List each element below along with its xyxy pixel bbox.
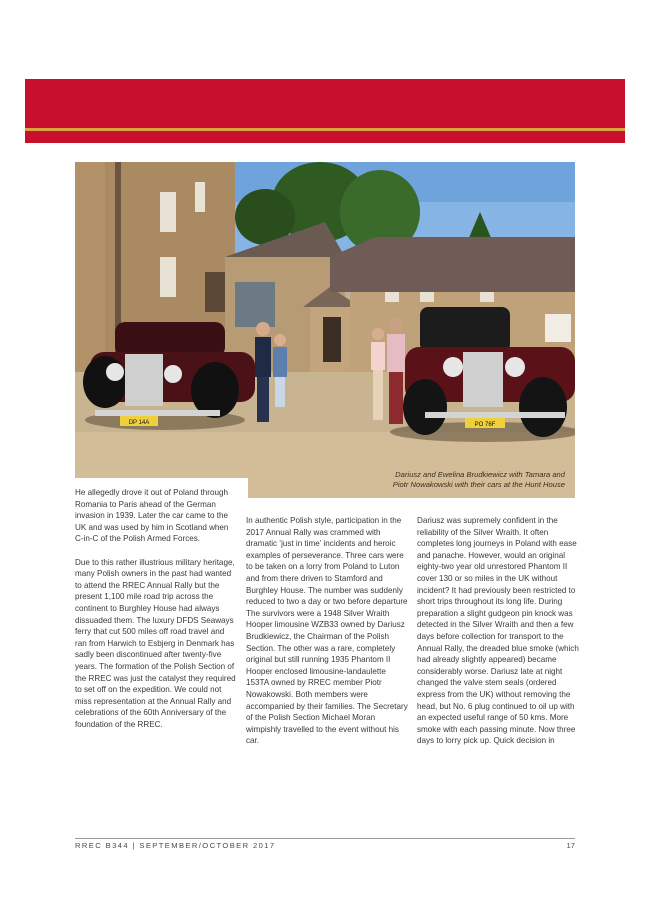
page-number: 17 [566,841,575,850]
article-column-1 [75,487,237,730]
paragraph: Due to this rather illustrious military heritage, many Polish owners in the past had wanted to attend the RREC Annual Rally but the present 1,100 mile road trip across the continent to Burghley House had always dissuaded them. The luxury DFDS Seaways ferry that cut 500 miles off road travel and ran from Harwich to Esbjerg in Denmark has sadly been discontinued after twenty-five years. The formation of the Polish Section of the RREC was just the catalyst they required to set off on the expedition. We could not miss representation at the Annual Rally and celebrations of the 60th Anniversary of the foundation of the RREC. [75,557,236,729]
right-car-plate: PO 76F [474,422,496,428]
photo-caption [350,470,565,490]
caption-line-2: Piotr Nowakowski with their cars at the Hunt House [392,480,565,489]
banner-gold-stripe [25,128,625,131]
paragraph: In authentic Polish style, participation in the 2017 Annual Rally was crammed with dramatic ‘just in time’ incidents and heroic examples of perseverance. Three cars were to be taken on a lorry from Poland to Luton and from there driven to Stamford and Burghley House. The number was suddenly reduced to two a day or two before departure The survivors were a 1948 Silver Wraith Hooper limousine WZB33 owned by Dariusz Brudkiewicz, the Chairman of the Polish Section. The other was a rare, completely original but still running 1935 Phantom II Hooper enclosed limousine-landaulette 153TA owned by RREC member Piotr Nowakowski. Both members were accompanied by their families. The Secretary of the Polish Section Michael Moran wimpishly travelled to the event without his car. [246,516,408,746]
header-banner [25,79,625,143]
footer-rule [75,838,575,839]
article-photo [75,162,575,498]
article-column-3 [417,515,579,747]
left-car-plate: DP 14A [128,420,150,426]
paragraph: Dariusz was supremely confident in the reliability of the Silver Wraith. It often completes long journeys in Poland with ease and panache. However, would an original eighty-two year old unrestored Phantom II cover 130 or so miles in the UK without incident? It had previously been restricted to short trips throughout its long life. During preparation a slight gudgeon pin knock was detected in the Silver Wraith and then a few days before collection for transport to the Annual Rally, the dreaded blue smoke (which had already slightly appeared) became considerably worse. Dariusz late at night changed the valve stem seals (ordered express from the UK) without removing the head, but No. 6 plug continued to oil up with an expected useful range of 50 kms. More smoke with each passing minute. Now three days to lorry pick up. Quick decision in [417,516,579,746]
caption-line-1: Dariusz and Ewelina Brudkiewicz with Tamara and [395,470,565,479]
paragraph: He allegedly drove it out of Poland through Romania to Paris ahead of the German invasion in 1939. Later the car came to the UK and was used by him in Scotland when C-in-C of the Polish Armed Forces. [75,488,229,544]
article-column-2 [246,515,408,747]
footer-publication: RREC B344 | SEPTEMBER/OCTOBER 2017 [75,841,276,850]
